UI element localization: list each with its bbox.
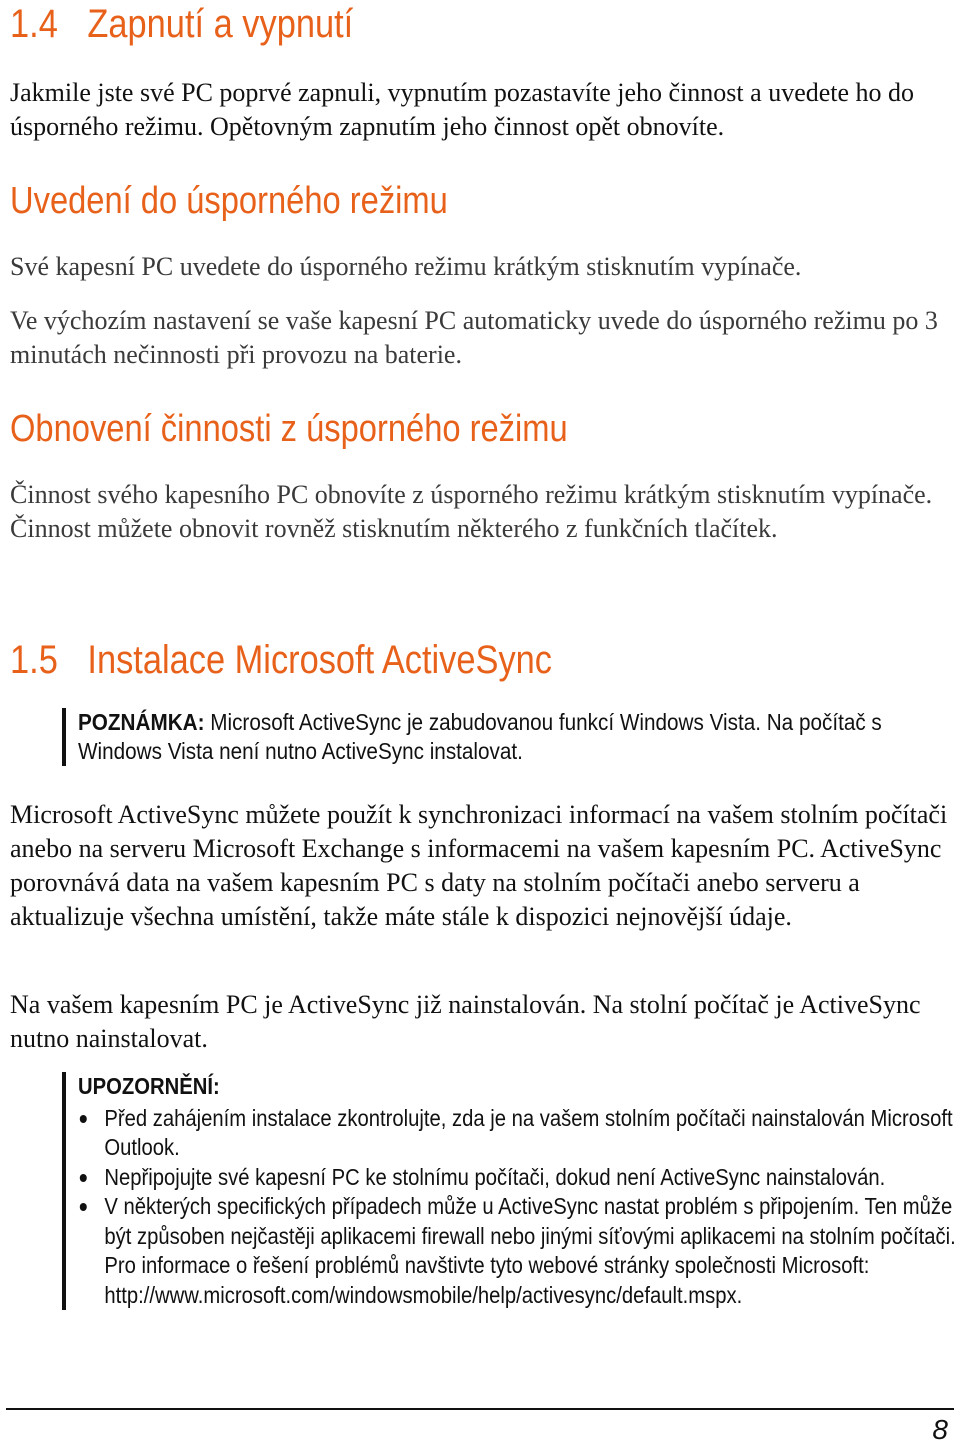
- sleep-paragraph-2: Ve výchozím nastavení se vaše kapesní PC automaticky uvede do úsporného režimu po 3 minutách nečinnosti při provozu na baterie.: [10, 306, 938, 369]
- resume-paragraph: Činnost svého kapesního PC obnovíte z úsporného režimu krátkým stisknutím vypínače. Činnost můžete obnovit rovněž stisknutím některého z funkčních tlačítek.: [10, 480, 933, 543]
- bullet-icon: [80, 1115, 87, 1123]
- page-number: 8: [932, 1414, 948, 1445]
- sleep-heading-text: Uvedení do úsporného režimu: [10, 180, 448, 222]
- section-title: Instalace Microsoft ActiveSync: [87, 638, 552, 682]
- bullet-icon: [80, 1203, 87, 1211]
- section-number: 1.5: [10, 638, 58, 682]
- caution-item: [78, 1104, 958, 1163]
- activesync-paragraph-1: Microsoft ActiveSync můžete použít k synchronizaci informací na vašem stolním počítači anebo na serveru Microsoft Exchange s informacemi na vašem kapesním PC. ActiveSync porovnává data na vašem kapesním PC s daty na stolním počítači anebo serveru a aktualizuje všechna umístění, takže máte stále k dispozici nejnovější údaje.: [10, 800, 948, 931]
- caution-item-text: V některých specifických případech může u ActiveSync nastat problém s připojením. Ten může být způsoben nejčastěji aplikacemi firewall nebo jinými síťovými aplikacemi na stolním počítači. Pro informace o řešení problémů navštivte tyto webové stránky společnosti Microsoft: http://www.microsoft.com/windowsmobile/help/activesync/default.mspx.: [104, 1193, 956, 1308]
- section-1-4-heading: [10, 0, 950, 48]
- note-text: Microsoft ActiveSync je zabudovanou funkcí Windows Vista. Na počítač s Windows Vista není nutno ActiveSync instalovat.: [78, 709, 882, 764]
- section-1-5-heading: [10, 636, 950, 684]
- caution-item: [78, 1163, 958, 1193]
- sleep-paragraph-1: Své kapesní PC uvedete do úsporného režimu krátkým stisknutím vypínače.: [10, 252, 802, 281]
- bullet-icon: [80, 1174, 87, 1182]
- activesync-paragraph-2: Na vašem kapesním PC je ActiveSync již nainstalován. Na stolní počítač je ActiveSync nutno nainstalovat.: [10, 990, 921, 1053]
- intro-paragraph: Jakmile jste své PC poprvé zapnuli, vypnutím pozastavíte jeho činnost a uvedete ho do úsporného režimu. Opětovným zapnutím jeho činnost opět obnovíte.: [10, 78, 915, 141]
- caution-title: UPOZORNĚNÍ:: [78, 1073, 220, 1099]
- caution-item: [78, 1192, 958, 1310]
- note-box: [62, 708, 940, 766]
- section-title: Zapnutí a vypnutí: [87, 2, 354, 46]
- caution-item-text: Před zahájením instalace zkontrolujte, zda je na vašem stolním počítači nainstalován Microsoft Outlook.: [104, 1104, 953, 1160]
- sleep-heading: [10, 178, 950, 224]
- section-number: 1.4: [10, 2, 58, 46]
- footer-divider: [6, 1408, 954, 1410]
- resume-heading-text: Obnovení činnosti z úsporného režimu: [10, 408, 568, 450]
- note-label: POZNÁMKA:: [78, 709, 205, 735]
- caution-list: [78, 1104, 958, 1311]
- resume-heading: [10, 406, 950, 452]
- caution-item-text: Nepřipojujte své kapesní PC ke stolnímu počítači, dokud není ActiveSync nainstalován.: [104, 1163, 886, 1190]
- caution-box: [62, 1072, 956, 1310]
